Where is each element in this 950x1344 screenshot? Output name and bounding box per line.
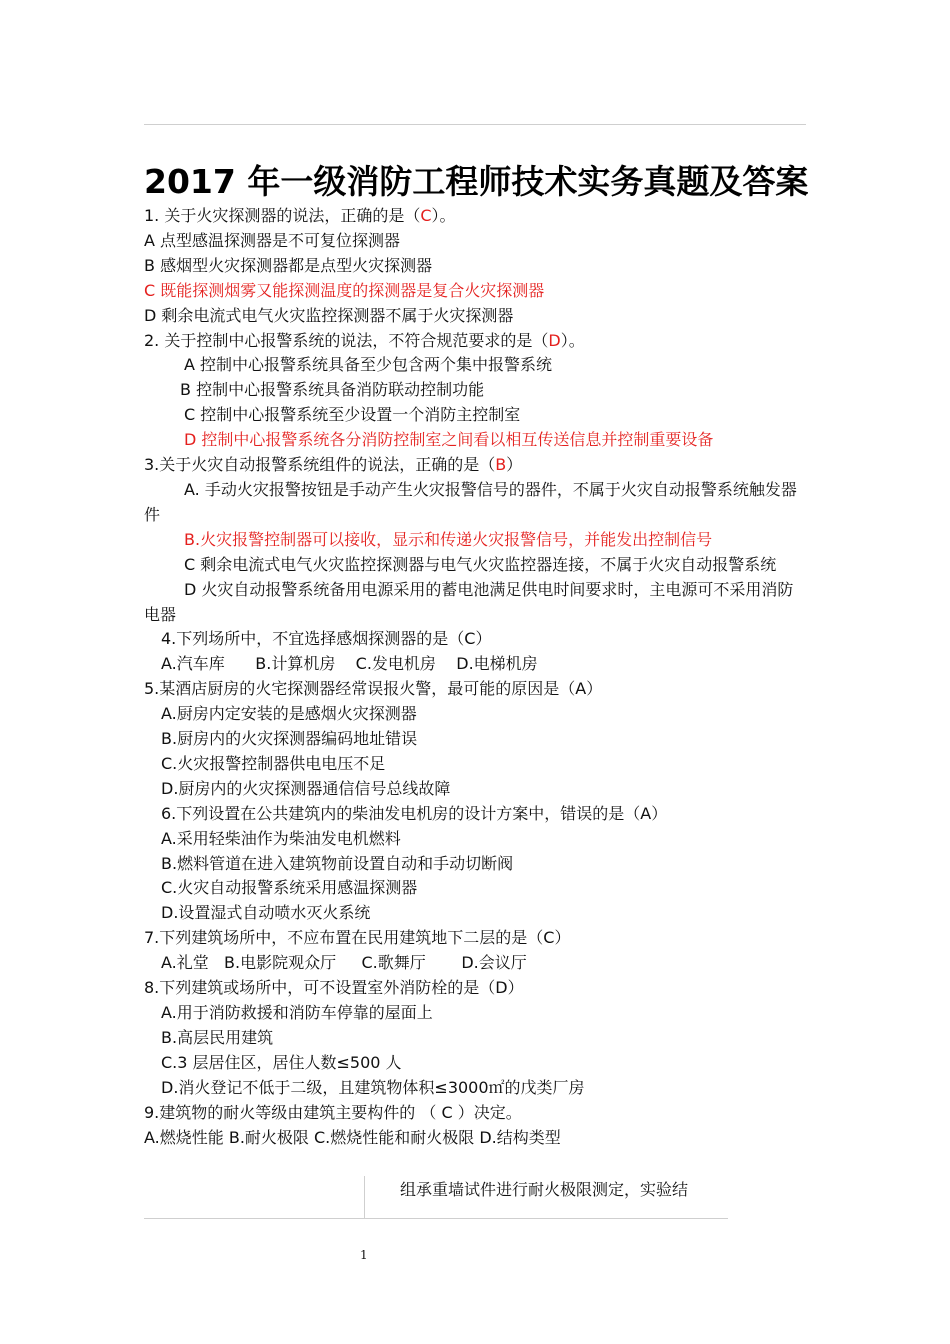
option-line: C 控制中心报警系统至少设置一个消防主控制室 <box>184 405 521 425</box>
question-9: 9.建筑物的耐火等级由建筑主要构件的 （ C ）决定。 <box>144 1102 522 1122</box>
option-line: A. 手动火灾报警按钮是手动产生火灾报警信号的器件，不属于火灾自动报警系统触发器件 <box>144 479 797 524</box>
page-title: 2017 年一级消防工程师技术实务真题及答案 <box>144 162 809 201</box>
option-line: D.厨房内的火灾探测器通信信号总线故障 <box>161 778 451 798</box>
option-line: C.火灾报警控制器供电电压不足 <box>161 753 386 773</box>
option-line: C.3 层居住区，居住人数≤500 人 <box>161 1052 402 1072</box>
option-line: A.礼堂 B.电影院观众厅 C.歌舞厅 D.会议厅 <box>161 953 527 973</box>
option-line: B 控制中心报警系统具备消防联动控制功能 <box>180 380 485 400</box>
question-6: 6.下列设置在公共建筑内的柴油发电机房的设计方案中，错误的是（A） <box>161 803 668 823</box>
option-line: A.燃烧性能 B.耐火极限 C.燃烧性能和耐火极限 D.结构类型 <box>144 1127 561 1147</box>
answer-mark: C <box>420 206 432 225</box>
option-line: A.采用轻柴油作为柴油发电机燃料 <box>161 828 401 848</box>
page-number: 1 <box>360 1248 368 1262</box>
question-body <box>144 204 809 1150</box>
option-line: A 控制中心报警系统具备至少包含两个集中报警系统 <box>184 355 553 375</box>
option-line: C 剩余电流式电气火灾监控探测器与电气火灾监控器连接，不属于火灾自动报警系统 <box>184 554 777 574</box>
answer-mark: B <box>495 455 507 475</box>
option-line: B.燃料管道在进入建筑物前设置自动和手动切断阀 <box>161 853 514 873</box>
question-4: 4.下列场所中，不宜选择感烟探测器的是（C） <box>161 629 492 649</box>
option-line: D 火灾自动报警系统备用电源采用的蓄电池满足供电时间要求时，主电源可不采用消防电器 <box>144 579 794 624</box>
header-rule <box>144 124 806 125</box>
question-8: 8.下列建筑或场所中，可不设置室外消防栓的是（D） <box>144 978 524 998</box>
option-line: B.高层民用建筑 <box>161 1027 274 1047</box>
question-2: 2. 关于控制中心报警系统的说法，不符合规范要求的是（D）。 <box>144 330 585 350</box>
option-line: B 感烟型火灾探测器都是点型火灾探测器 <box>144 255 433 275</box>
correct-option-line: D 控制中心报警系统各分消防控制室之间看以相互传送信息并控制重要设备 <box>184 430 714 450</box>
correct-option-line: B.火灾报警控制器可以接收，显示和传递火灾报警信号，并能发出控制信号 <box>184 529 713 549</box>
option-line: A.厨房内定安装的是感烟火灾探测器 <box>161 704 417 724</box>
option-line: D.消火登记不低于二级，且建筑物体积≤3000㎡的戊类厂房 <box>161 1077 585 1097</box>
option-line: A.汽车库 B.计算机房 C.发电机房 D.电梯机房 <box>161 654 538 674</box>
answer-mark: D <box>548 330 561 350</box>
correct-option-line: C 既能探测烟雾又能探测温度的探测器是复合火灾探测器 <box>144 280 545 300</box>
option-line: D 剩余电流式电气火灾监控探测器不属于火灾探测器 <box>144 305 514 325</box>
footer-rule <box>144 1218 728 1219</box>
table-divider <box>364 1176 365 1218</box>
option-line: D.设置湿式自动喷水灭火系统 <box>161 903 371 923</box>
option-line: A 点型感温探测器是不可复位探测器 <box>144 230 401 250</box>
question-5: 5.某酒店厨房的火宅探测器经常误报火警，最可能的原因是（A） <box>144 679 603 699</box>
option-line: A.用于消防救援和消防车停靠的屋面上 <box>161 1003 433 1022</box>
option-line: C.火灾自动报警系统采用感温探测器 <box>161 878 418 898</box>
option-line: B.厨房内的火灾探测器编码地址错误 <box>161 729 418 749</box>
question-3: 3.关于火灾自动报警系统组件的说法，正确的是（B） <box>144 455 523 475</box>
question-1: 1. 关于火灾探测器的说法，正确的是（C）。 <box>144 206 456 225</box>
question-7: 7.下列建筑场所中，不应布置在民用建筑地下二层的是（C） <box>144 928 571 948</box>
truncated-text: 组承重墙试件进行耐火极限测定，实验结 <box>400 1180 689 1199</box>
